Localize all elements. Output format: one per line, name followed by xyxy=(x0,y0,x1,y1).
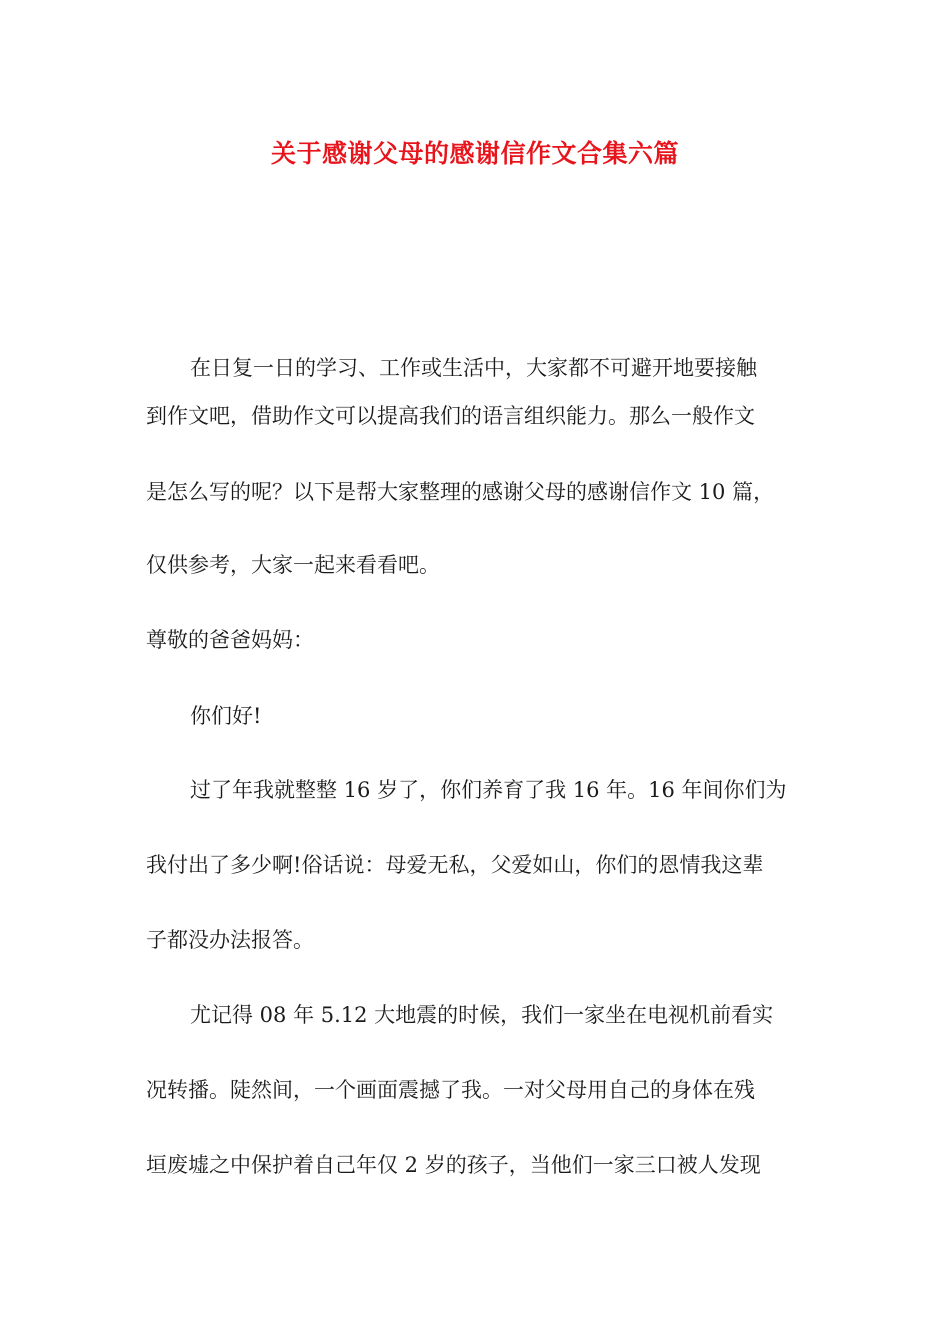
body-line-5: 过了年我就整整 16 岁了，你们养育了我 16 年。16 年间你们为 xyxy=(190,778,787,802)
body-line-2: 到作文吧，借助作文可以提高我们的语言组织能力。那么一般作文 xyxy=(146,404,755,428)
greeting-line: 你们好! xyxy=(190,704,262,728)
salutation-line: 尊敬的爸爸妈妈： xyxy=(146,628,314,652)
body-line-7: 子都没办法报答。 xyxy=(146,928,314,952)
body-line-4: 仅供参考，大家一起来看看吧。 xyxy=(146,553,440,577)
document-title: 关于感谢父母的感谢信作文合集六篇 xyxy=(270,139,679,168)
body-line-6: 我付出了多少啊!俗话说：母爱无私，父爱如山，你们的恩情我这辈 xyxy=(146,853,764,877)
body-line-1: 在日复一日的学习、工作或生活中，大家都不可避开地要接触 xyxy=(190,356,757,380)
body-line-3: 是怎么写的呢？以下是帮大家整理的感谢父母的感谢信作文 10 篇， xyxy=(146,480,775,504)
body-line-10: 垣废墟之中保护着自己年仅 2 岁的孩子，当他们一家三口被人发现 xyxy=(146,1153,761,1177)
body-line-8: 尤记得 08 年 5.12 大地震的时候，我们一家坐在电视机前看实 xyxy=(190,1003,774,1027)
body-line-9: 况转播。陡然间，一个画面震撼了我。一对父母用自己的身体在残 xyxy=(146,1078,755,1102)
